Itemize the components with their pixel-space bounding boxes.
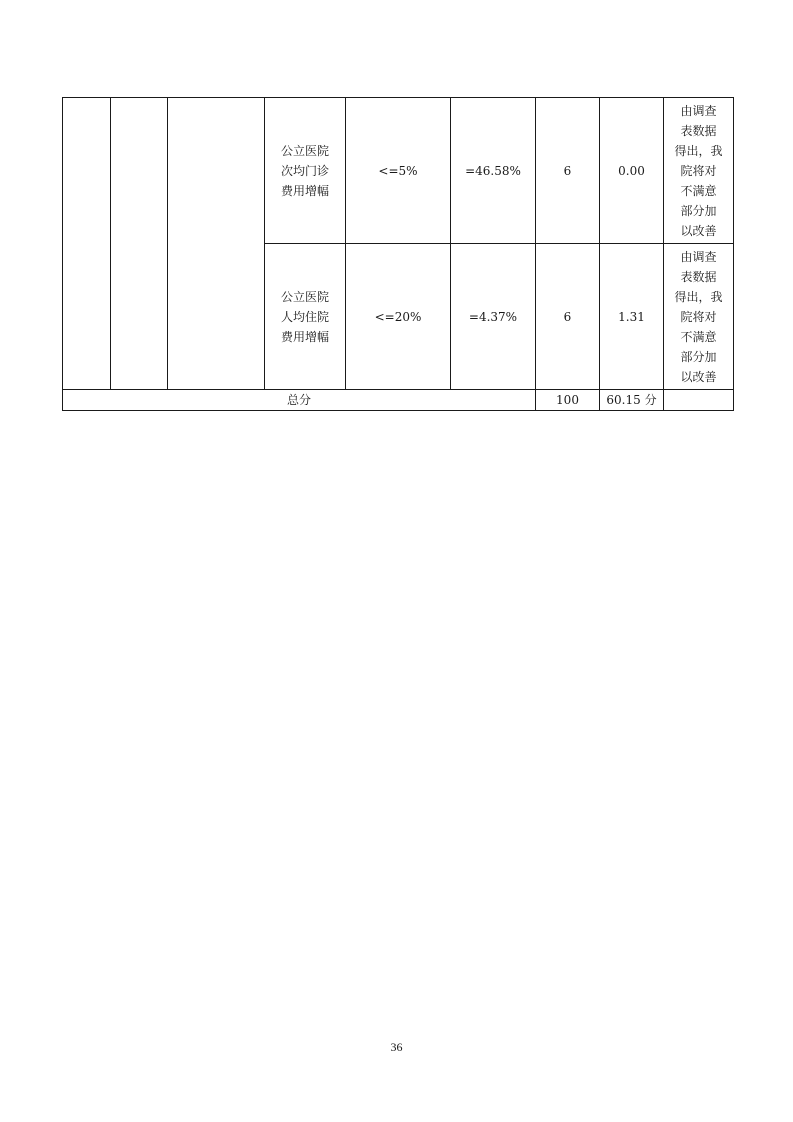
actual-value-cell: =46.58% [451, 98, 536, 244]
table-row [63, 98, 734, 244]
full-score-cell: 6 [536, 98, 600, 244]
category-level1-cell [63, 98, 111, 390]
remark-cell: 由调查 表数据 得出，我 院将对 不满意 部分加 以改善 [664, 244, 734, 390]
total-remark-cell [664, 390, 734, 411]
standard-cell: <=5% [346, 98, 451, 244]
total-label-cell: 总分 [63, 390, 536, 411]
score-table [62, 97, 734, 411]
category-level2-cell [111, 98, 168, 390]
score-cell: 1.31 [600, 244, 664, 390]
score-cell: 0.00 [600, 98, 664, 244]
total-score-cell: 60.15 分 [600, 390, 664, 411]
full-score-cell: 6 [536, 244, 600, 390]
page-number: 36 [390, 1040, 403, 1054]
category-level3-cell [168, 98, 265, 390]
standard-cell: <=20% [346, 244, 451, 390]
indicator-name-cell: 公立医院 人均住院 费用增幅 [265, 244, 346, 390]
total-row [63, 390, 734, 411]
indicator-name-cell: 公立医院 次均门诊 费用增幅 [265, 98, 346, 244]
total-full-score-cell: 100 [536, 390, 600, 411]
actual-value-cell: =4.37% [451, 244, 536, 390]
remark-cell: 由调查 表数据 得出，我 院将对 不满意 部分加 以改善 [664, 98, 734, 244]
